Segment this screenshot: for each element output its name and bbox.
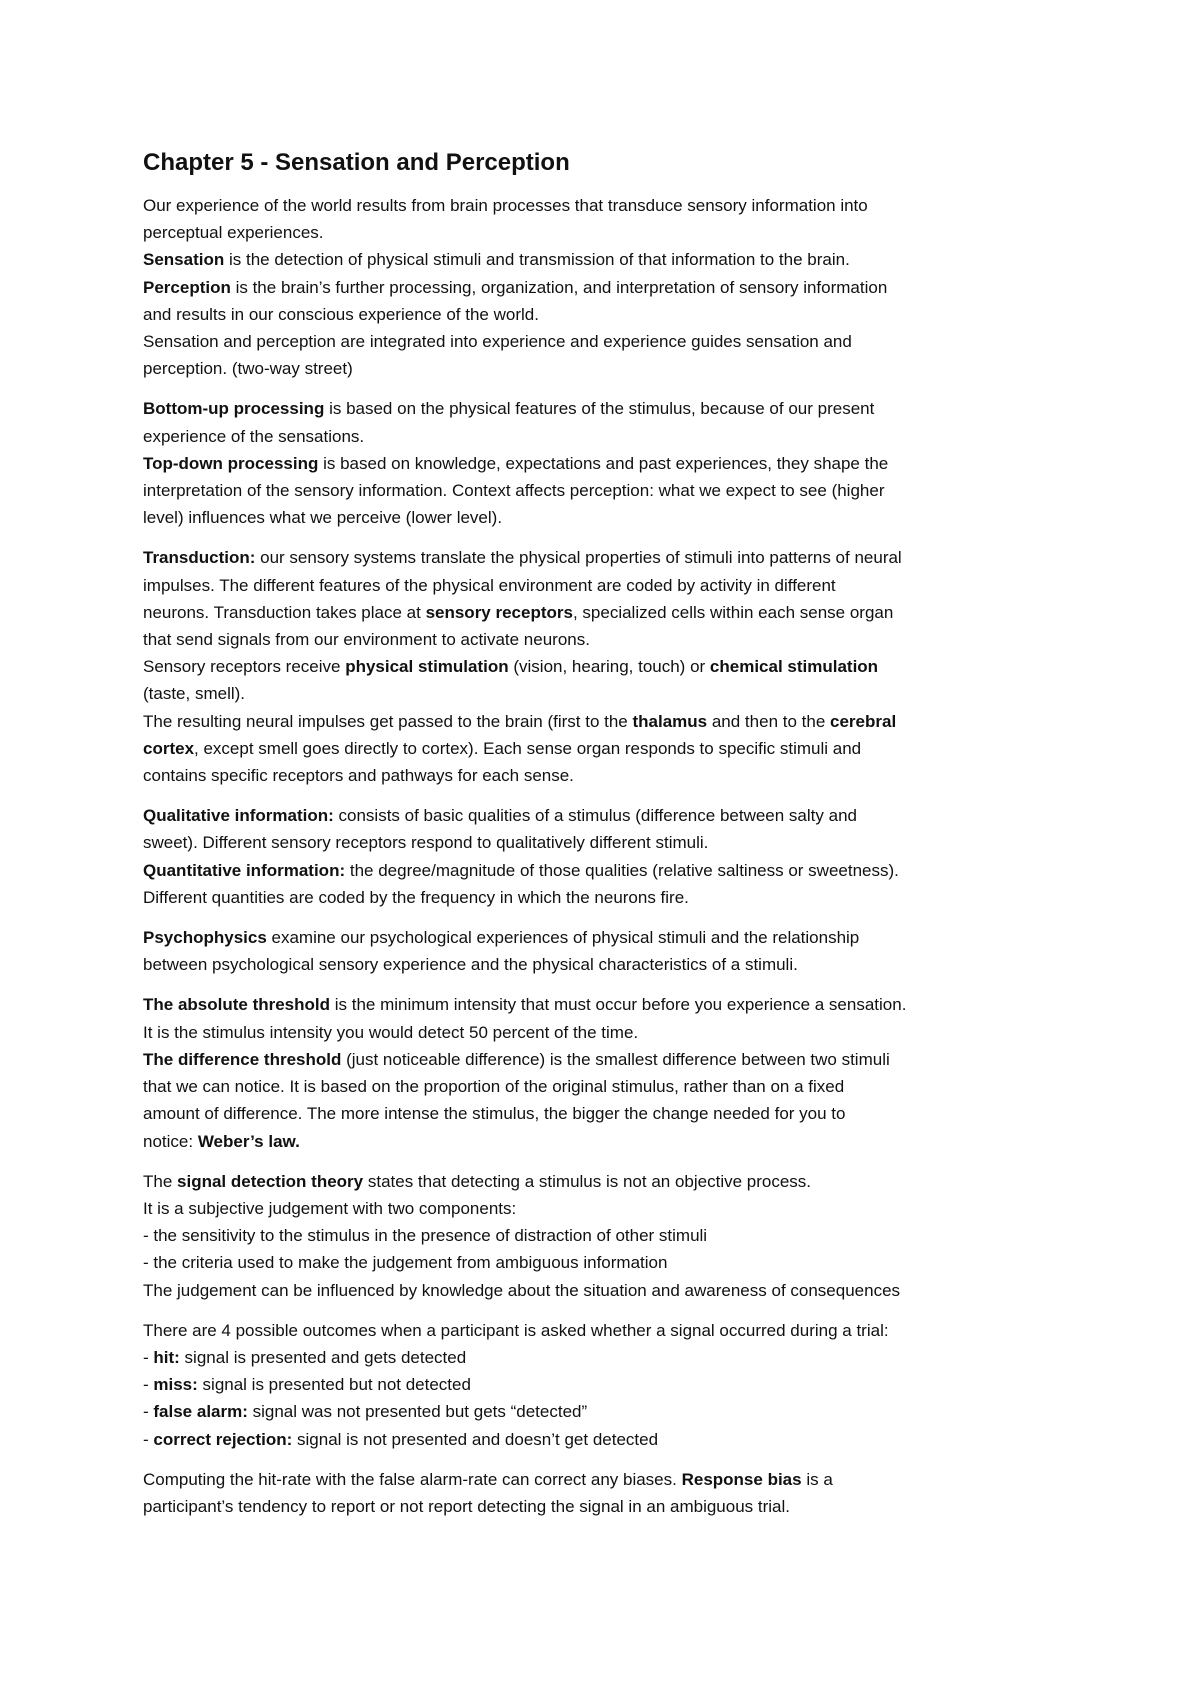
text-run: is based on the physical features of the stimulus, because of our present [324, 399, 875, 419]
bold-term: false alarm: [153, 1402, 248, 1422]
text-run: experience of the sensations. [143, 426, 365, 446]
text-run: The judgement can be influenced by knowledge about the situation and awareness of consequences [143, 1280, 901, 1300]
paragraph [143, 991, 1078, 1154]
text-line [143, 1222, 1078, 1249]
paragraph [143, 1317, 1078, 1453]
text-run: The resulting neural impulses get passed to the brain (first to the [143, 711, 633, 731]
text-run: and results in our conscious experience of the world. [143, 304, 539, 324]
document-body [143, 148, 1078, 1533]
text-line [143, 1493, 1078, 1520]
bold-term: Psychophysics [143, 928, 267, 948]
text-line [143, 1195, 1078, 1222]
text-line [143, 884, 1078, 911]
bold-term: Top-down processing [143, 453, 319, 473]
text-run: perceptual experiences. [143, 223, 324, 243]
text-line [143, 1371, 1078, 1398]
text-line [143, 1046, 1078, 1073]
text-run: - [143, 1402, 154, 1422]
text-line [143, 192, 1078, 219]
text-run: interpretation of the sensory information. Context affects perception: what we expect to see (higher [143, 481, 885, 501]
text-run: is the detection of physical stimuli and transmission of that information to the brain. [224, 250, 850, 270]
text-run: (just noticeable difference) is the smallest difference between two stimuli [341, 1049, 890, 1069]
text-line [143, 477, 1078, 504]
text-run: It is the stimulus intensity you would detect 50 percent of the time. [143, 1022, 639, 1042]
text-run: Computing the hit-rate with the false alarm-rate can correct any biases. [143, 1469, 682, 1489]
text-run: signal is not presented and doesn’t get detected [292, 1429, 659, 1449]
text-run: - the criteria used to make the judgement from ambiguous information [143, 1253, 668, 1273]
bold-term: cortex [143, 738, 195, 758]
text-line [143, 219, 1078, 246]
text-line [143, 951, 1078, 978]
text-run: (taste, smell). [143, 684, 246, 704]
text-run: Different quantities are coded by the frequency in which the neurons fire. [143, 887, 689, 907]
text-run: is the minimum intensity that must occur before you experience a sensation. [330, 995, 907, 1015]
text-line [143, 1277, 1078, 1304]
text-line [143, 355, 1078, 382]
bold-term: Perception [143, 277, 231, 297]
text-line [143, 735, 1078, 762]
text-run: notice: [143, 1131, 198, 1151]
text-run: neurons. Transduction takes place at [143, 602, 426, 622]
bold-term: miss: [153, 1375, 198, 1395]
text-run: the degree/magnitude of those qualities (relative saltiness or sweetness). [345, 860, 899, 880]
text-run: consists of basic qualities of a stimulus (difference between salty and [333, 806, 857, 826]
text-run: examine our psychological experiences of physical stimuli and the relationship [266, 928, 860, 948]
text-run: perception. (two-way street) [143, 359, 353, 379]
bold-term: Weber’s law. [197, 1131, 300, 1151]
text-run: Sensation and perception are integrated into experience and experience guides sensation and [143, 332, 852, 352]
text-line [143, 246, 1078, 273]
text-run: participant’s tendency to report or not report detecting the signal in an ambiguous trial. [143, 1496, 791, 1516]
text-line [143, 1100, 1078, 1127]
text-line [143, 857, 1078, 884]
paragraph [143, 192, 1078, 382]
text-run: - [143, 1347, 154, 1367]
text-line [143, 708, 1078, 735]
text-run: Our experience of the world results from brain processes that transduce sensory information into [143, 196, 868, 215]
text-run: that send signals from our environment to activate neurons. [143, 630, 590, 650]
bold-term: Quantitative information: [143, 860, 346, 880]
text-line [143, 924, 1078, 951]
text-line [143, 1466, 1078, 1493]
bold-term: Transduction: [143, 548, 256, 568]
text-run: our sensory systems translate the physical properties of stimuli into patterns of neural [255, 548, 902, 568]
bold-term: The absolute threshold [143, 995, 331, 1015]
text-line [143, 301, 1078, 328]
text-line [143, 1128, 1078, 1155]
paragraph [143, 802, 1078, 911]
text-line [143, 653, 1078, 680]
text-run: - [143, 1375, 154, 1395]
text-run: - the sensitivity to the stimulus in the presence of distraction of other stimuli [143, 1226, 708, 1246]
text-run: signal was not presented but gets “detected” [247, 1402, 588, 1422]
text-run: - [143, 1429, 154, 1449]
bold-term: The difference threshold [143, 1049, 342, 1069]
text-line [143, 1249, 1078, 1276]
text-run: amount of difference. The more intense the stimulus, the bigger the change needed for you to [143, 1104, 846, 1124]
text-run: contains specific receptors and pathways for each sense. [143, 766, 574, 786]
paragraph [143, 544, 1078, 789]
text-run: sweet). Different sensory receptors respond to qualitatively different stimuli. [143, 833, 709, 853]
paragraph [143, 395, 1078, 531]
bold-term: Sensation [143, 250, 225, 270]
text-line [143, 1317, 1078, 1344]
bold-term: physical stimulation [345, 657, 509, 677]
text-line [143, 680, 1078, 707]
text-run: It is a subjective judgement with two components: [143, 1198, 517, 1218]
text-run: level) influences what we perceive (lower level). [143, 508, 503, 528]
text-line [143, 328, 1078, 355]
bold-term: signal detection theory [177, 1171, 364, 1191]
text-line [143, 1073, 1078, 1100]
text-line [143, 829, 1078, 856]
bold-term: chemical stimulation [709, 657, 879, 677]
text-line [143, 1168, 1078, 1195]
text-run: is based on knowledge, expectations and past experiences, they shape the [318, 453, 889, 473]
text-run: Sensory receptors receive [143, 657, 346, 677]
bold-term: hit: [153, 1347, 180, 1367]
text-run: and then to the [707, 711, 831, 731]
text-line [143, 762, 1078, 789]
text-line [143, 991, 1078, 1018]
chapter-title: Chapter 5 - Sensation and Perception [143, 149, 570, 176]
text-run: states that detecting a stimulus is not an objective process. [363, 1171, 812, 1191]
text-run: The [143, 1171, 178, 1191]
text-line [143, 626, 1078, 653]
text-run: , except smell goes directly to cortex). Each sense organ responds to specific stimuli and [194, 738, 862, 758]
text-line [143, 1019, 1078, 1046]
paragraph [143, 1466, 1078, 1520]
text-line [143, 544, 1078, 571]
text-run: There are 4 possible outcomes when a participant is asked whether a signal occurred during a trial: [143, 1320, 889, 1340]
paragraph-list [143, 192, 1078, 1520]
text-line [143, 395, 1078, 422]
bold-term: thalamus [632, 711, 708, 731]
bold-term: Qualitative information: [143, 806, 334, 826]
text-run: between psychological sensory experience and the physical characteristics of a stimuli. [143, 955, 798, 975]
text-run: that we can notice. It is based on the proportion of the original stimulus, rather than on a fixed [143, 1077, 845, 1097]
text-run: , specialized cells within each sense organ [572, 602, 894, 622]
text-run: is a [801, 1469, 833, 1489]
text-run: signal is presented but not detected [197, 1375, 471, 1395]
paragraph [143, 924, 1078, 978]
text-run: impulses. The different features of the physical environment are coded by activity in different [143, 575, 836, 595]
text-line [143, 1344, 1078, 1371]
bold-term: cerebral [830, 711, 897, 731]
text-line [143, 274, 1078, 301]
text-line [143, 572, 1078, 599]
text-line [143, 504, 1078, 531]
paragraph [143, 1168, 1078, 1304]
bold-term: Bottom-up processing [143, 399, 325, 419]
bold-term: Response bias [681, 1469, 802, 1489]
text-run: is the brain’s further processing, organization, and interpretation of sensory information [230, 277, 888, 297]
text-line [143, 1426, 1078, 1453]
text-line [143, 802, 1078, 829]
bold-term: correct rejection: [153, 1429, 293, 1449]
text-run: signal is presented and gets detected [179, 1347, 467, 1367]
text-line [143, 599, 1078, 626]
text-line [143, 450, 1078, 477]
text-line [143, 423, 1078, 450]
text-line [143, 1398, 1078, 1425]
text-run: (vision, hearing, touch) or [508, 657, 710, 677]
bold-term: sensory receptors [425, 602, 573, 622]
